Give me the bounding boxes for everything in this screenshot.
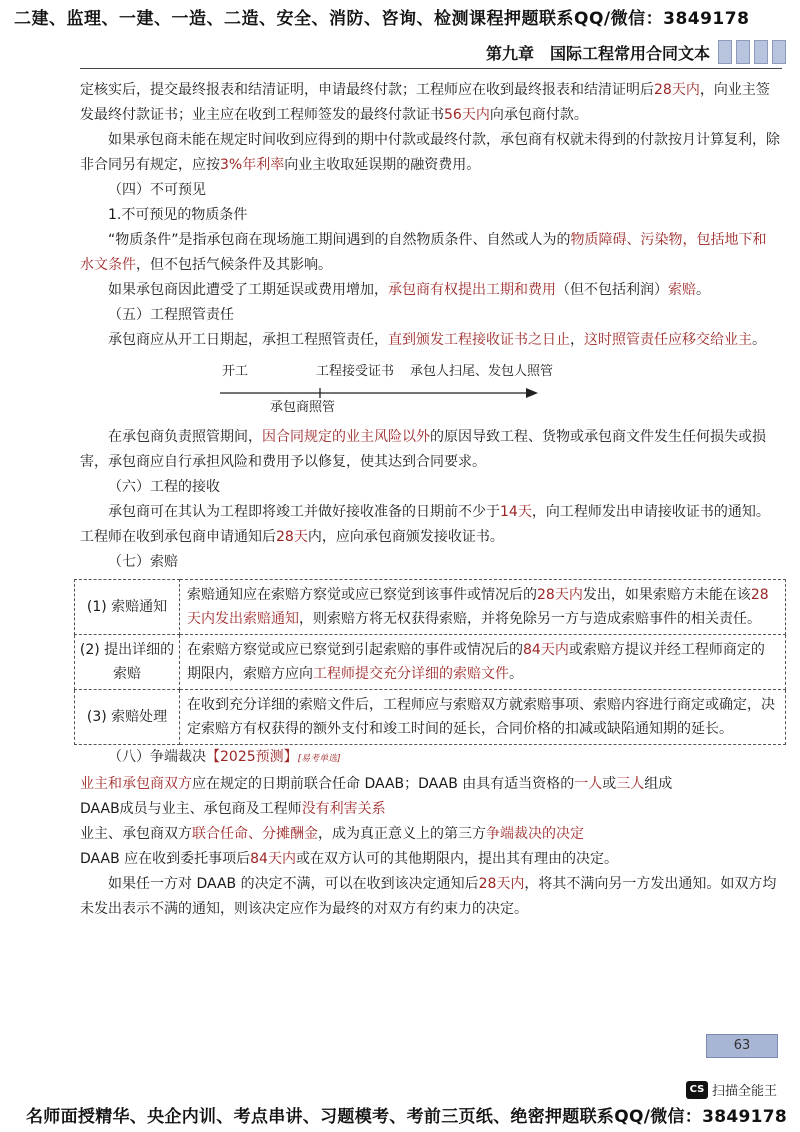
claims-table <box>74 579 786 745</box>
page-content <box>80 78 780 922</box>
bottom-banner: 名师面授精华、央企内训、考点串讲、习题模考、考前三页纸、绝密押题联系QQ/微信：3849178 <box>26 1107 788 1127</box>
timeline-arrow <box>220 387 538 399</box>
paragraph-daab-independence: DAAB成员与业主、承包商及工程师没有利害关系 <box>80 801 386 817</box>
exam-tag: [易考单选] <box>297 754 341 764</box>
paragraph-daab-appointment: 业主和承包商双方应在规定的日期前联合任命 DAAB；DAAB 由具有适当资格的一人或三人组成 <box>80 776 673 792</box>
cs-scanner-icon: CS <box>686 1081 708 1099</box>
chapter-header <box>486 40 786 64</box>
table-row <box>75 690 786 745</box>
prediction-tag: 【2025预测】 <box>206 749 298 765</box>
paragraph-care-of-works: 承包商应从开工日期起，承担工程照管责任，直到颁发工程接收证书之日止，这时照管责任应移交给业主。 <box>108 332 766 348</box>
top-banner: 二建、监理、一建、一造、二造、安全、消防、咨询、检测课程押题联系QQ/微信：3849178 <box>14 9 750 29</box>
paragraph-daab-third-party: 业主、承包商双方联合任命、分摊酬金，成为真正意义上的第三方争端裁决的决定 <box>80 826 584 842</box>
table-row <box>75 635 786 690</box>
chapter-title: 第九章 国际工程常用合同文本 <box>485 43 710 63</box>
page-number: 63 <box>706 1034 778 1058</box>
paragraph-final-payment: 定核实后，提交最终报表和结清证明，申请最终付款；工程师应在收到最终报表和结清证明后28天内，向业主签发最终付款证书；业主应在收到工程师签发的最终付款证书56天内向承包商付款。 <box>80 82 770 123</box>
subheading-physical-conditions: 1.不可预见的物质条件 <box>108 207 248 223</box>
timeline-right-label: 承包人扫尾、发包人照管 <box>410 364 554 379</box>
claims-row-label: (2) 提出详细的索赔 <box>75 635 180 690</box>
paragraph-daab-decision-period: DAAB 应在收到委托事项后84天内或在双方认可的其他期限内，提出其有理由的决定。 <box>80 851 618 867</box>
header-rule <box>80 68 782 69</box>
timeline-under-label: 承包商照管 <box>270 400 336 415</box>
paragraph-physical-conditions: “物质条件”是指承包商在现场施工期间遇到的自然物质条件、自然或人为的物质障碍、污染物，包括地下和水文条件，但不包括气候条件及其影响。 <box>80 232 767 273</box>
paragraph-dissatisfaction-notice: 如果任一方对 DAAB 的决定不满，可以在收到该决定通知后28天内，将其不满向另一方发出通知。如双方均未发出表示不满的通知，则该决定应作为最终的对双方有约束力的决定。 <box>80 876 777 917</box>
paragraph-financing-charges: 如果承包商未能在规定时间收到应得到的期中付款或最终付款，承包商有权就未得到的付款按月计算复利，除非合同另有规定，应按3%年利率向业主收取延误期的融资费用。 <box>80 132 780 173</box>
claims-row-content: 在索赔方察觉或应已察觉到引起索赔的事件或情况后的84天内或索赔方提议并经工程师商定的期限内，索赔方应向工程师提交充分详细的索赔文件。 <box>180 635 786 690</box>
scanner-watermark <box>686 1080 777 1099</box>
table-row <box>75 580 786 635</box>
section-heading-claims: （七）索赔 <box>108 554 178 570</box>
timeline-start-label: 开工 <box>222 364 249 379</box>
section-heading-dispute: （八）争端裁决【2025预测】[易考单选] <box>108 749 341 765</box>
claims-row-content: 索赔通知应在索赔方察觉或应已察觉到该事件或情况后的28天内发出，如果索赔方未能在该28天内发出索赔通知，则索赔方将无权获得索赔，并将免除另一方与造成索赔事件的相关责任。 <box>180 580 786 635</box>
timeline-mid-label: 工程接受证书 <box>316 364 395 379</box>
scanner-app-name: 扫描全能王 <box>712 1084 778 1099</box>
section-heading-care-of-works: （五）工程照管责任 <box>108 307 234 323</box>
paragraph-claim-rights: 如果承包商因此遭受了工期延误或费用增加，承包商有权提出工期和费用（但不包括利润）索赔。 <box>108 282 710 298</box>
chapter-decor-blocks <box>718 40 786 64</box>
section-heading-unforeseeable: （四）不可预见 <box>108 182 206 198</box>
section-heading-taking-over: （六）工程的接收 <box>108 479 220 495</box>
claims-row-label: (1) 索赔通知 <box>75 580 180 635</box>
paragraph-loss-damage: 在承包商负责照管期间，因合同规定的业主风险以外的原因导致工程、货物或承包商文件发生任何损失或损害，承包商应自行承担风险和费用予以修复，使其达到合同要求。 <box>80 429 766 470</box>
care-timeline-diagram <box>80 357 780 425</box>
paragraph-taking-over: 承包商可在其认为工程即将竣工并做好接收准备的日期前不少于14天，向工程师发出申请接收证书的通知。工程师在收到承包商申请通知后28天内，应向承包商颁发接收证书。 <box>80 504 770 545</box>
claims-row-content: 在收到充分详细的索赔文件后，工程师应与索赔双方就索赔事项、索赔内容进行商定或确定，决定索赔方有权获得的额外支付和竣工时间的延长，合同价格的扣减或缺陷通知期的延长。 <box>180 690 786 745</box>
claims-row-label: (3) 索赔处理 <box>75 690 180 745</box>
